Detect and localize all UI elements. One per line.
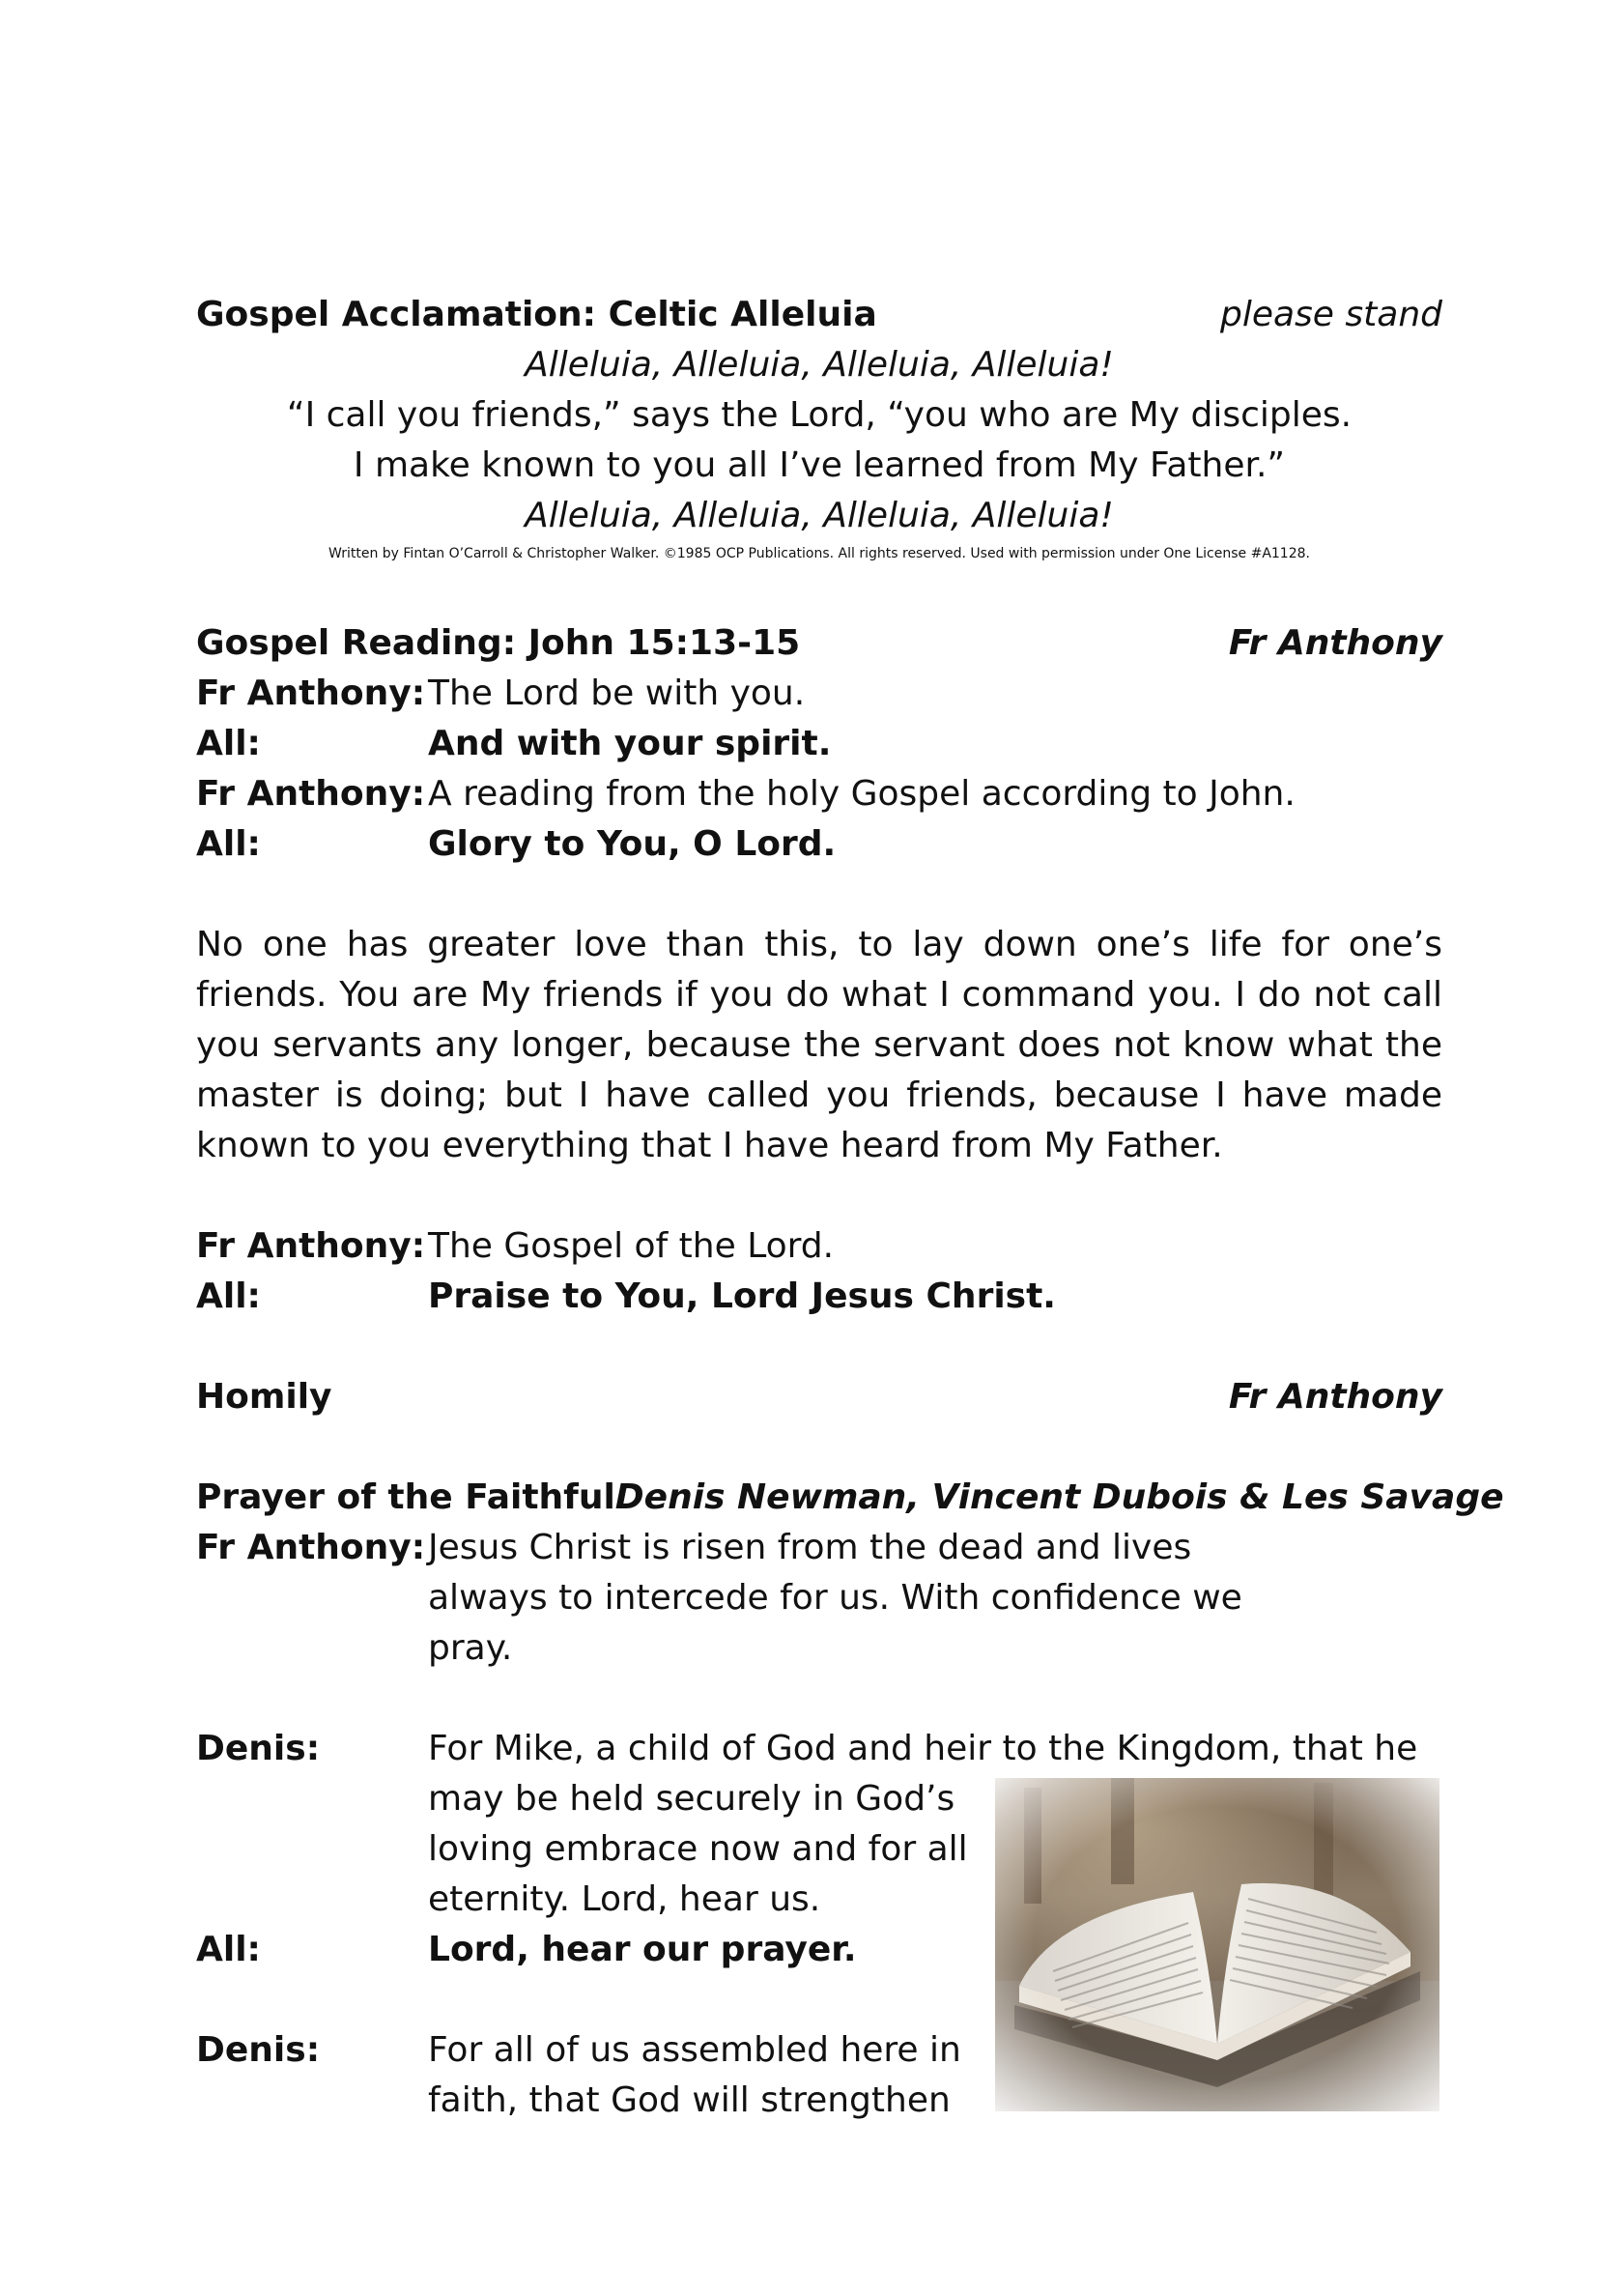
petition-line: eternity. Lord, hear us. (428, 1879, 821, 1919)
dialogue-row (196, 669, 1442, 719)
dialogue-row (196, 769, 1442, 819)
speaker-label: Denis: (196, 1729, 321, 1768)
alleluia-line: Alleluia, Alleluia, Alleluia, Alleluia! (525, 496, 1114, 535)
dialogue-row (196, 1523, 1442, 1674)
homily-title: Homily (196, 1377, 332, 1417)
petition-line: faith, that God will strengthen (428, 2080, 951, 2120)
dialogue-text: The Lord be with you. (428, 674, 806, 713)
open-bible-photo (995, 1778, 1439, 2111)
dialogue-row (196, 1272, 1442, 1322)
prayer-readers: Denis Newman, Vincent Dubois & Les Savage (614, 1477, 1504, 1517)
response-text: And with your spirit. (428, 724, 832, 763)
speaker-label: Fr Anthony: (196, 774, 426, 814)
speaker-label: Fr Anthony: (196, 1226, 426, 1266)
gospel-title: Gospel Reading: John 15:13-15 (196, 623, 801, 663)
gospel-heading (196, 618, 1442, 669)
gospel-reading-section (196, 618, 1442, 1322)
homily-section (196, 1372, 1442, 1422)
acclamation-heading (196, 290, 1442, 340)
copyright-credit: Written by Fintan O’Carroll & Christopher Walker. ©1985 OCP Publications. All rights reserved. Used with permission under One License #A1128. (328, 546, 1310, 561)
speaker-label: Fr Anthony: (196, 1528, 426, 1567)
acclamation-title: Gospel Acclamation: Celtic Alleluia (196, 295, 877, 334)
acclamation-direction: please stand (1219, 295, 1442, 334)
homily-heading (196, 1372, 1442, 1422)
dialogue-text: The Gospel of the Lord. (428, 1226, 835, 1266)
gospel-reading-text: No one has greater love than this, to lay down one’s life for one’s friends. You are My friends if you do what I command you. I do not call you servants any longer, because the servant does not know what the master is doing; but I have called you friends, because I have made known to you everything that I have heard from My Father. (196, 925, 1442, 1165)
dialogue-text: A reading from the holy Gospel according to John. (428, 774, 1296, 814)
verse-line: I make known to you all I’ve learned from My Father.” (353, 445, 1286, 485)
dialogue-row (196, 1221, 1442, 1272)
verse-line: “I call you friends,” says the Lord, “you who are My disciples. (286, 395, 1353, 435)
intro-text: Jesus Christ is risen from the dead and lives always to intercede for us. With confidence we pray. (428, 1528, 1242, 1668)
dialogue-row (196, 719, 1442, 769)
speaker-label: Denis: (196, 2030, 321, 2070)
speaker-label: All: (196, 1930, 261, 1969)
response-text: Lord, hear our prayer. (428, 1930, 857, 1969)
speaker-label: All: (196, 724, 261, 763)
petition-line: For all of us assembled here in (428, 2030, 961, 2070)
prayer-heading (196, 1473, 1504, 1523)
alleluia-line: Alleluia, Alleluia, Alleluia, Alleluia! (525, 345, 1114, 385)
speaker-label: Fr Anthony: (196, 674, 426, 713)
response-text: Praise to You, Lord Jesus Christ. (428, 1276, 1056, 1316)
gospel-reader: Fr Anthony (1228, 623, 1442, 663)
prayer-title: Prayer of the Faithful (196, 1477, 615, 1517)
dialogue-row (196, 819, 1442, 870)
petition-line: loving embrace now and for all (428, 1829, 968, 1869)
homily-reader: Fr Anthony (1228, 1377, 1442, 1417)
response-text: Glory to You, O Lord. (428, 824, 837, 864)
speaker-label: All: (196, 1276, 261, 1316)
petition-line: For Mike, a child of God and heir to the Kingdom, that he (428, 1729, 1418, 1768)
speaker-label: All: (196, 824, 261, 864)
gospel-acclamation-section (196, 290, 1442, 564)
petition-line: may be held securely in God’s (428, 1779, 955, 1819)
